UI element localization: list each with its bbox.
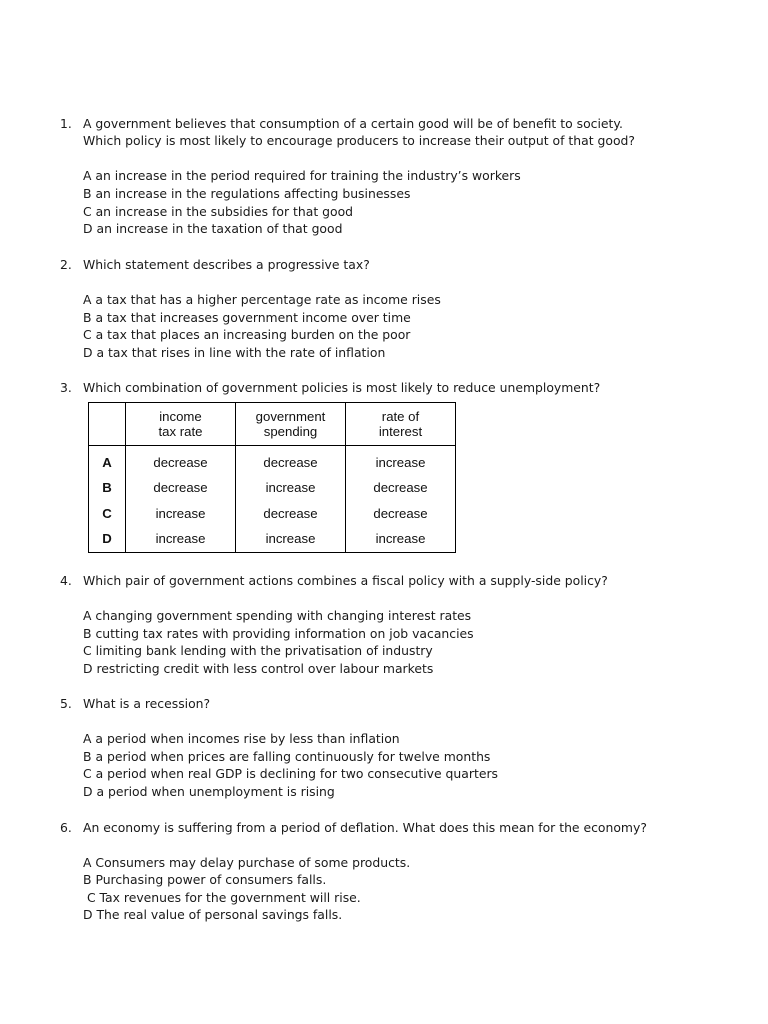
question-number: 2. [60,257,72,272]
question-text-line: A government believes that consumption of a certain good will be of benefit to society. [83,116,623,131]
table-cell: decrease [346,475,456,501]
table-cell: increase [126,526,236,552]
table-cell: decrease [126,475,236,501]
answer-option-d: D The real value of personal savings falls. [83,907,343,922]
table-cell: increase [346,446,456,476]
table-cell: decrease [126,446,236,476]
column-header-rate-of-interest [346,403,456,446]
row-key: C [89,501,126,527]
answer-option-b: B a period when prices are falling continuously for twelve months [83,749,491,764]
header-line: interest [378,424,423,439]
table-row-c [89,501,456,527]
question-number: 5. [60,696,72,711]
answer-option-d: D restricting credit with less control over labour markets [83,661,434,676]
question-number: 1. [60,116,72,131]
header-line: spending [263,424,318,439]
table-row-a [89,446,456,476]
answer-option-b: B cutting tax rates with providing information on job vacancies [83,626,474,641]
question-number: 3. [60,380,72,395]
table-cell: decrease [236,446,346,476]
column-header-government-spending [236,403,346,446]
table-cell: increase [236,475,346,501]
answer-option-a: A a period when incomes rise by less than inflation [83,731,400,746]
row-key: B [89,475,126,501]
answer-option-b: B an increase in the regulations affecting businesses [83,186,411,201]
table-cell: increase [236,526,346,552]
question-number: 6. [60,820,72,835]
header-line: rate of [381,409,420,424]
question-text-line: Which policy is most likely to encourage producers to increase their output of that good? [83,133,635,148]
answer-option-c: C an increase in the subsidies for that good [83,204,354,219]
answer-option-d: D a period when unemployment is rising [83,784,335,799]
table-cell: increase [126,501,236,527]
question-number: 4. [60,573,72,588]
table-cell: increase [346,526,456,552]
answer-option-c: C Tax revenues for the government will rise. [83,890,361,905]
table-cell: decrease [236,501,346,527]
answer-option-d: D a tax that rises in line with the rate of inflation [83,345,386,360]
policy-combination-table [88,402,456,553]
answer-option-a: A changing government spending with changing interest rates [83,608,472,623]
answer-option-c: C a period when real GDP is declining for two consecutive quarters [83,766,498,781]
header-line: government [255,409,326,424]
table-corner-cell [89,403,126,446]
header-line: tax rate [158,424,203,439]
question-text-line: What is a recession? [83,696,211,711]
row-key: A [89,446,126,476]
question-text-line: An economy is suffering from a period of deflation. What does this mean for the economy? [83,820,647,835]
table-header-row [89,403,456,446]
answer-option-d: D an increase in the taxation of that good [83,221,343,236]
answer-option-c: C a tax that places an increasing burden on the poor [83,327,411,342]
header-line: income [159,409,202,424]
question-text-line: Which statement describes a progressive tax? [83,257,370,272]
table-row-b [89,475,456,501]
answer-option-b: B Purchasing power of consumers falls. [83,872,327,887]
table-row-d [89,526,456,552]
question-text-line: Which pair of government actions combines a fiscal policy with a supply-side policy? [83,573,608,588]
column-header-income-tax-rate [126,403,236,446]
row-key: D [89,526,126,552]
answer-option-a: A an increase in the period required for training the industry’s workers [83,168,521,183]
answer-option-a: A Consumers may delay purchase of some products. [83,855,411,870]
answer-option-b: B a tax that increases government income over time [83,310,411,325]
table-cell: decrease [346,501,456,527]
question-text-line: Which combination of government policies is most likely to reduce unemployment? [83,380,601,395]
answer-option-c: C limiting bank lending with the privatisation of industry [83,643,433,658]
answer-option-a: A a tax that has a higher percentage rate as income rises [83,292,441,307]
